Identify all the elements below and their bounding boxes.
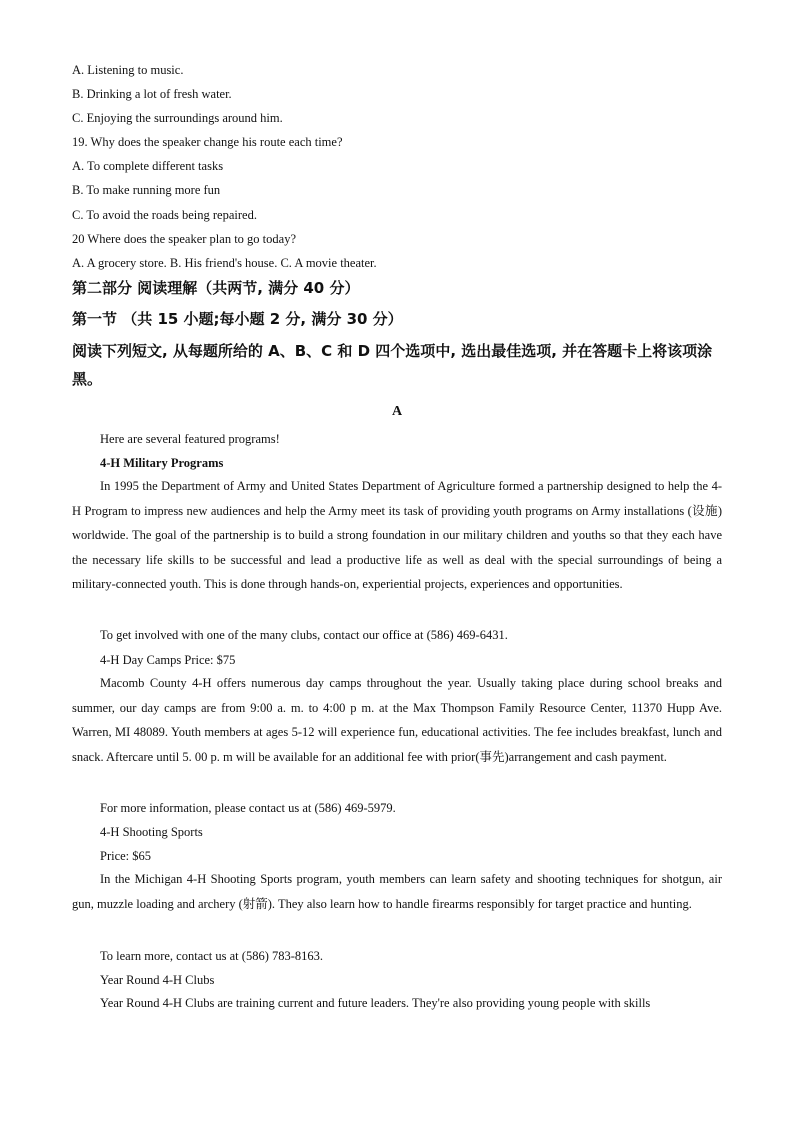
daycamp-contact: For more information, please contact us at (586) 469-5979.: [100, 801, 396, 815]
q19-option-b: B. To make running more fun: [72, 183, 221, 197]
part2-heading: 第二部分 阅读理解（共两节, 满分 40 分）: [72, 279, 360, 297]
shooting-title: 4-H Shooting Sports: [100, 825, 203, 839]
passage-intro: Here are several featured programs!: [100, 432, 280, 446]
q19-option-c: C. To avoid the roads being repaired.: [72, 208, 257, 222]
shooting-body: In the Michigan 4-H Shooting Sports program, youth members can learn safety and shooting techniques for shotgun, air gun, muzzle loading and archery (射箭). They also learn how to handle firearms responsibly for target practice and hunting.: [72, 872, 722, 911]
passage-letter: A: [391, 404, 403, 419]
q18-option-b: B. Drinking a lot of fresh water.: [72, 87, 232, 101]
q20-options: A. A grocery store. B. His friend's house. C. A movie theater.: [72, 256, 377, 270]
clubs-body: Year Round 4-H Clubs are training current and future leaders. They're also providing young people with skills: [100, 996, 651, 1010]
section1-heading: 第一节 （共 15 小题;每小题 2 分, 满分 30 分）: [72, 310, 403, 328]
q18-option-c: C. Enjoying the surroundings around him.: [72, 111, 283, 125]
daycamp-title: 4-H Day Camps Price: $75: [100, 653, 236, 667]
clubs-title: Year Round 4-H Clubs: [100, 973, 215, 987]
daycamp-body: Macomb County 4-H offers numerous day camps throughout the year. Usually taking place during school breaks and summer, our day camps are from 9:00 a. m. to 4:00 p m. at the Max Thompson Family Resource Center, 11370 Hupp Ave. Warren, MI 48089. Youth members at ages 5-12 will experience fun, educational activities. The fee includes breakfast, lunch and snack. Aftercare until 5. 00 p. m will be available for an additional fee with prior(事先)arrangement and cash payment.: [72, 676, 722, 764]
shooting-contact: To learn more, contact us at (586) 783-8163.: [100, 949, 324, 963]
q19-question: 19. Why does the speaker change his route each time?: [72, 135, 343, 149]
reading-instruction: 阅读下列短文, 从每题所给的 A、B、C 和 D 四个选项中, 选出最佳选项, 并在答题卡上将该项涂黑。: [72, 342, 713, 388]
q19-option-a: A. To complete different tasks: [72, 159, 224, 173]
military-body: In 1995 the Department of Army and United States Department of Agriculture formed a partnership designed to help the 4-H Program to impress new audiences and help the Army meet its task of providing youth programs on Army installations (设施) worldwide. The goal of the partnership is to build a strong foundation in our military children and youths so that they each have the necessary life skills to be successful and lead a productive life as well as deal with the special surroundings of being a military-connected youth. This is done through hands-on, experiential projects, experiences and opportunities.: [72, 479, 722, 591]
q18-option-a: A. Listening to music.: [72, 63, 184, 77]
shooting-price: Price: $65: [100, 849, 152, 863]
q20-question: 20 Where does the speaker plan to go today?: [72, 232, 296, 246]
military-title: 4-H Military Programs: [100, 456, 224, 470]
military-contact: To get involved with one of the many clubs, contact our office at (586) 469-6431.: [100, 628, 508, 642]
